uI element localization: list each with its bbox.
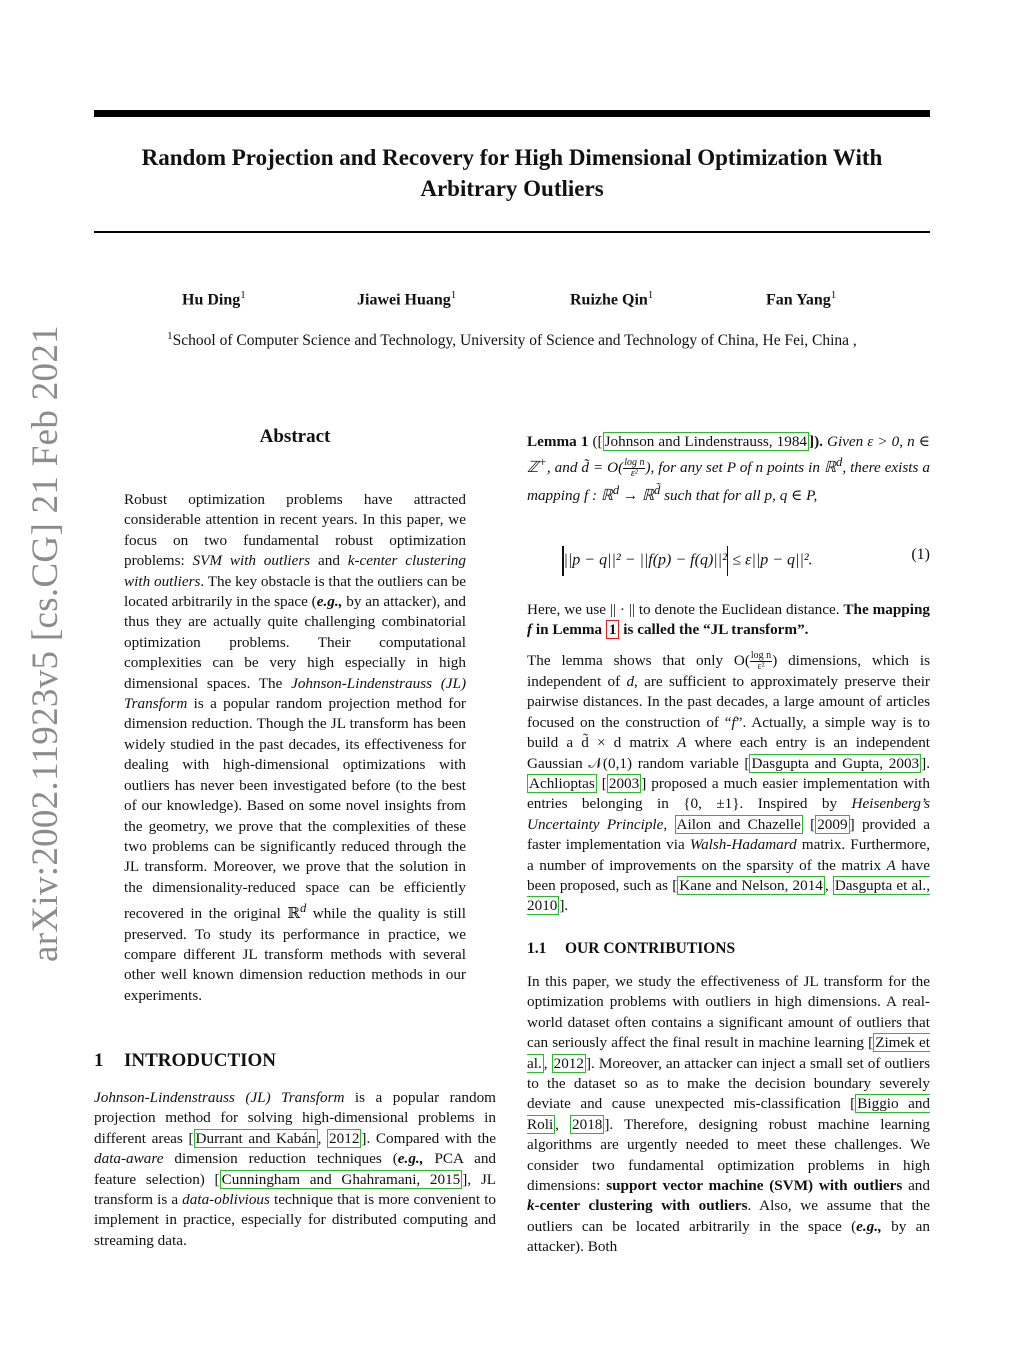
citation-link[interactable]: 2018: [572, 1115, 603, 1133]
author-4: Fan Yang$^1$: [766, 289, 837, 309]
citation-link[interactable]: Durrant and Kabán: [195, 1129, 316, 1147]
equation-number: (1): [911, 546, 930, 563]
citation-link[interactable]: Dasgupta and Gupta, 2003: [751, 754, 920, 772]
citation-link[interactable]: Achlioptas: [529, 775, 595, 793]
author-list: [94, 289, 930, 313]
citation-link[interactable]: 2003: [608, 775, 640, 793]
lemma-reference-link[interactable]: 1: [606, 620, 620, 639]
citation-link[interactable]: 2009: [817, 815, 848, 833]
citation-link[interactable]: Zimek et al.: [527, 1034, 930, 1072]
equation-1: ||p − q||² − ||f(p) − f(q)||² ≤ ε||p − q||². (1): [527, 542, 930, 572]
citation-link[interactable]: Biggio and Roli: [527, 1095, 931, 1133]
section-heading-introduction: 1 INTRODUCTION: [94, 1050, 277, 1071]
citation-link[interactable]: Ailon and Chazelle: [676, 815, 801, 833]
lemma-1: Lemma 1 ([ Johnson and Lindenstrauss, 1984 ]). Given ε > 0, n ∈ ℤ+, and d̃ = O( $\frac{\text{log n}}{\text{ε²}}$ ), for any set P of n points in ℝ$^d$, there exists a mapping f : ℝ$^d$ → ℝ$^{d̃}$ such that for all p, q ∈ P,: [527, 433, 930, 504]
paragraph-jl-constructions: The lemma shows that only O( $\frac{\text{log n}}{\text{ε²}}$ ) dimensions, which is independent of d, are sufficient to approximately preserve their pairwise distances. In the past decades, a large amount of articles focused on the construction of “f”. Actually, a simple way is to build a d̃ × d matrix A where each entry is an independent Gaussian 𝒩(0,1) random variable [ Dasgupta and Gupta, 2003 ]. Achlioptas [ 2003 ] proposed a much easier implementation with entries belonging in {0, ±1}. Inspired by Heisenberg’s Uncertainty Principle, Ailon and Chazelle [ 2009 ] provided a faster implementation via Walsh-Hadamard matrix. Furthermore, a number of improvements on the sparsity of the matrix A have been proposed, such as [ Kane and Nelson, 2014 , Dasgupta et al., 2010 ].: [527, 650, 931, 915]
abstract-body: Robust optimization problems have attracted considerable attention in recent years. In this paper, we focus on two fundamental robust optimization problems: SVM with outliers and k-center clustering with outliers. The key obstacle is that the outliers can be located arbitrarily in the space (e.g., by an attacker), and thus they are actually quite challenging combinatorial optimization problems. Their computational complexities can be very high especially in high dimensional spaces. The Johnson-Lindenstrauss (JL) Transform is a popular random projection method for dimension reduction. Though the JL transform has been widely studied in the past decades, its effectiveness for dealing with high-dimensional optimizations with outliers has never been investigated before (to the best of our knowledge). Based on some novel insights from the geometry, we prove that the complexities of these two problems can be significantly reduced through the JL transform. Moreover, we prove that the solution in the dimensionality-reduced space can be efficiently recovered in the original ℝ$^d$ while the quality is still preserved. To study its performance in practice, we compare different JL transform methods with several other well known dimension reduction methods in our experiments.: [124, 491, 467, 1004]
citation-link[interactable]: Johnson and Lindenstrauss, 1984: [604, 433, 808, 450]
author-3: Ruizhe Qin$^1$: [570, 289, 654, 309]
citation-link[interactable]: Cunningham and Ghahramani, 2015: [221, 1170, 461, 1188]
author-2: Jiawei Huang$^1$: [357, 289, 457, 309]
title-bottom-rule: [94, 231, 930, 233]
paragraph-jl-definition: Here, we use || · || to denote the Euclidean distance. The mapping f in Lemma 1 is called the “JL transform”.: [527, 601, 930, 639]
affiliation: $^1$School of Computer Science and Technology, University of Science and Technology of China, He Fei, China ,: [167, 330, 857, 350]
fraction: $\frac{\text{log n}}{\text{ε²}}$: [624, 457, 645, 480]
subsection-heading-contributions: 1.1 OUR CONTRIBUTIONS: [527, 940, 736, 957]
introduction-body: Johnson-Lindenstrauss (JL) Transform is a popular random projection method for solving high-dimensional problems in different areas [ Durrant and Kabán , 2012 ]. Compared with the data-aware dimension reduction techniques (e.g., PCA and feature selection) [ Cunningham and Ghahramani, 2015 ], JL transform is a data-oblivious technique that is more convenient to implement in practice, especially for distributed computing and streaming data.: [94, 1089, 497, 1249]
author-1: Hu Ding$^1$: [182, 289, 246, 309]
paragraph-contributions: In this paper, we study the effectiveness of JL transform for the optimization problems with outliers in high dimensions. A real-world dataset often contains a significant amount of outliers that can seriously affect the final result in machine learning [ Zimek et al. , 2012 ]. Moreover, an attacker can inject a small set of outliers to the dataset so as to make the decision boundary severely deviate and cause unexpected mis-classification [ Biggio and Roli , 2018 ]. Therefore, designing robust machine learning algorithms are urgently needed to meet these challenges. We consider two fundamental optimization problems in high dimensions: support vector machine (SVM) with outliers and k-center clustering with outliers. Also, we assume that the outliers can be located arbitrarily in the space (e.g., by an attacker). Both: [527, 973, 931, 1256]
arxiv-sidebar-stamp: arXiv:2002.11923v5 [cs.CG] 21 Feb 2021: [25, 325, 66, 962]
fraction: $\frac{\text{log n}}{\text{ε²}}$: [750, 650, 772, 673]
top-rule: [94, 110, 930, 117]
paper-title: Random Projection and Recovery for High Dimensional Optimization With Arbitrary Outliers: [141, 145, 883, 201]
citation-link[interactable]: Dasgupta et al., 2010: [527, 877, 931, 915]
citation-link[interactable]: Kane and Nelson, 2014: [679, 877, 823, 895]
citation-link[interactable]: 2012: [329, 1129, 360, 1147]
citation-link[interactable]: 2012: [553, 1054, 584, 1072]
abstract-heading: Abstract: [259, 426, 331, 447]
